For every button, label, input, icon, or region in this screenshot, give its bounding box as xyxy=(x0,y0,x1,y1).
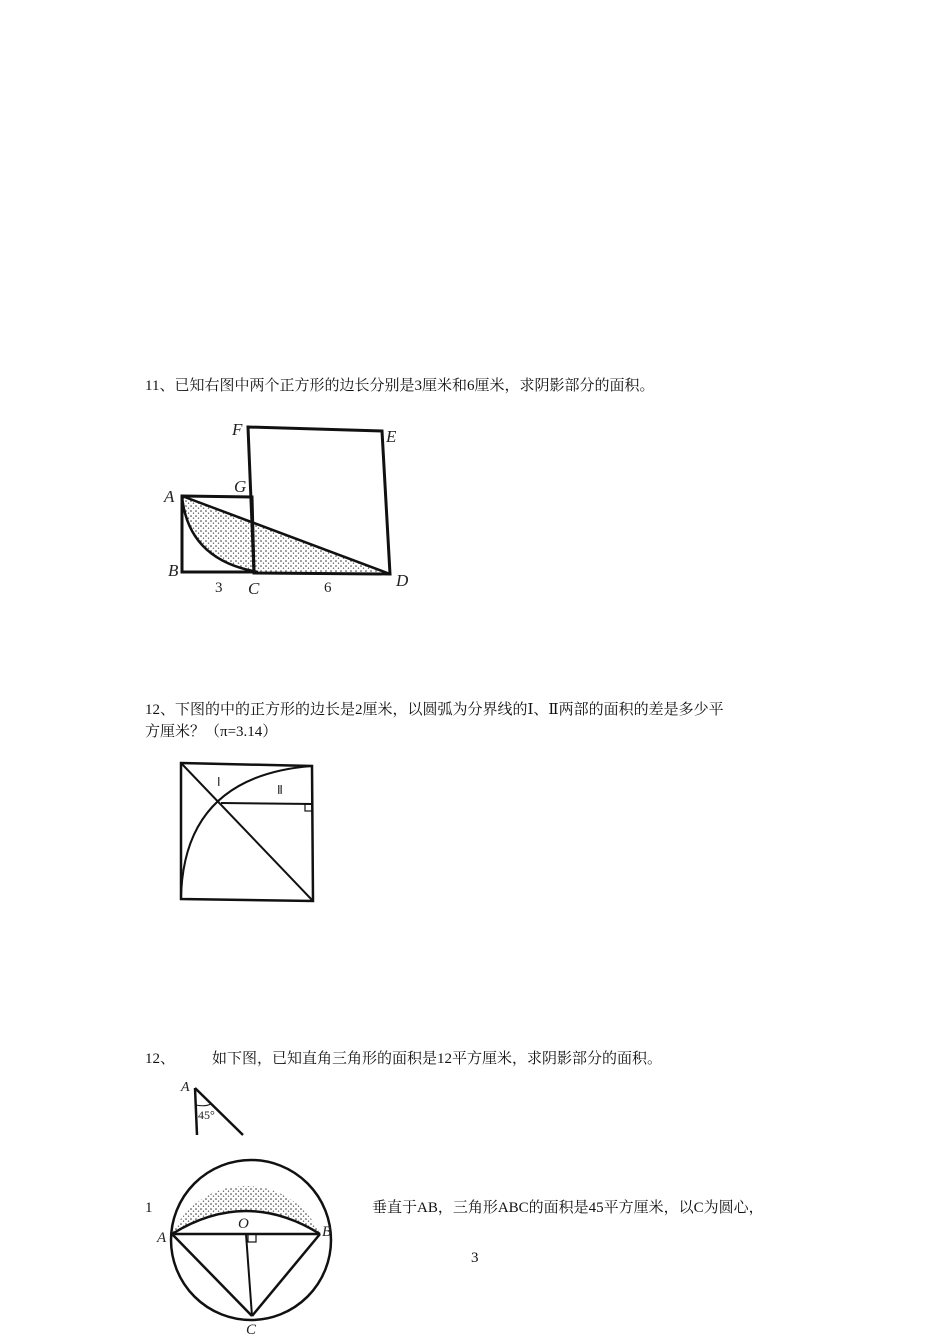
label-C: C xyxy=(246,1322,257,1338)
right-angle-mark xyxy=(305,804,312,811)
circle-figure xyxy=(150,1148,365,1338)
square-arc-figure xyxy=(175,758,320,908)
label-C: C xyxy=(248,579,260,598)
problem-13-number: 1 xyxy=(145,1200,153,1216)
angle-45: 45° xyxy=(198,1108,215,1122)
problem-12a-line1: 12、下图的中的正方形的边长是2厘米，以圆弧为分界线的Ⅰ、Ⅱ两部的面积的差是多少平 xyxy=(145,702,724,718)
label-E: E xyxy=(386,427,397,446)
region-II-label: Ⅱ xyxy=(277,783,283,797)
length-6: 6 xyxy=(324,580,332,596)
page-number: 3 xyxy=(471,1250,479,1266)
problem-12a-line2: 方厘米？（π=3.14） xyxy=(145,724,278,740)
label-A: A xyxy=(164,487,175,506)
problem-12b-number: 12、 xyxy=(145,1051,176,1067)
two-squares-figure xyxy=(160,410,430,610)
label-A: A xyxy=(157,1230,167,1246)
label-B: B xyxy=(168,561,179,580)
label-B: B xyxy=(322,1224,332,1240)
label-G: G xyxy=(234,477,247,496)
label-A: A xyxy=(181,1080,190,1095)
label-F: F xyxy=(232,420,243,439)
length-3: 3 xyxy=(215,580,223,596)
problem-11-text: 11、已知右图中两个正方形的边长分别是3厘米和6厘米，求阴影部分的面积。 xyxy=(145,378,655,394)
problem-13-text: 垂直于AB，三角形ABC的面积是45平方厘米，以C为圆心， xyxy=(372,1200,764,1216)
label-O: O xyxy=(238,1216,249,1232)
problem-12b-text: 如下图，已知直角三角形的面积是12平方厘米，求阴影部分的面积。 xyxy=(212,1051,663,1067)
diagonal xyxy=(181,763,313,901)
label-D: D xyxy=(396,571,409,590)
region-I-label: Ⅰ xyxy=(217,775,221,789)
horizontal-segment xyxy=(221,803,313,804)
triangle-fragment-figure xyxy=(175,1075,255,1137)
